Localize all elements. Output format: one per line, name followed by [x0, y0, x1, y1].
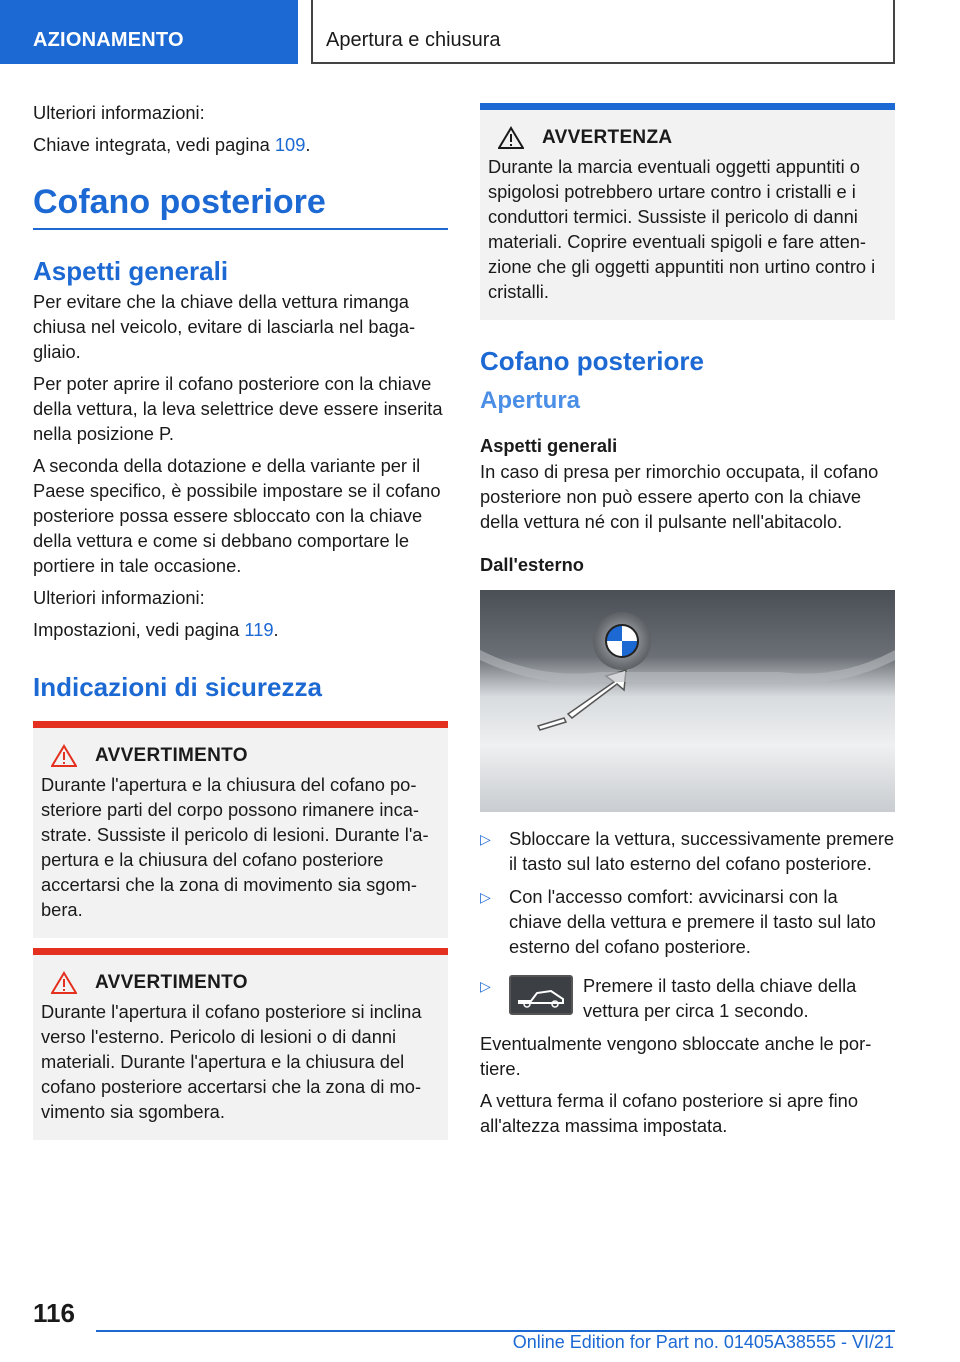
opening-general-text: In caso di presa per rimorchio occupata, il cofano posteriore non può essere aperto con la chiave della vettura né con il pulsante nell'abitacolo. [480, 461, 879, 532]
trunk-button-photo [480, 590, 895, 812]
warning-triangle-icon [51, 971, 77, 995]
intro-page-link[interactable]: 109 [274, 134, 306, 155]
list-item [480, 973, 895, 1023]
opening-steps-list [480, 826, 895, 1023]
step-arrow-icon: ▷ [480, 831, 491, 847]
step-arrow-icon: ▷ [480, 889, 491, 905]
warning-triangle-icon [51, 744, 77, 768]
after-text-2: A vettura ferma il cofano posteriore si apre fino all'altezza massima impostata. [480, 1090, 859, 1136]
right-column [480, 100, 895, 1145]
caution-text: Durante la marcia eventuali oggetti appuntiti o spigolosi potrebbero urtare contro i cristalli e i conduttori termici. Sussiste il pericolo di danni materiali. Coprire eventuali spigoli e fare attenzione che gli oggetti appuntiti non urtino contro i cristalli. [488, 156, 876, 302]
header-section-title: AZIONAMENTO [33, 29, 184, 51]
left-column [33, 100, 448, 1140]
step-2-text: Con l'accesso comfort: avvicinarsi con la chiave della vettura e premere il tasto sul lato esterno del cofano posteriore. [509, 886, 876, 957]
step-arrow-icon: ▷ [480, 978, 491, 994]
page-title: Cofano posteriore [33, 183, 448, 230]
more-info-label: Ulteriori informazioni: [33, 587, 205, 608]
more-info-reference-text: Impostazioni, vedi pagina [33, 619, 245, 640]
opening-sub-heading: Apertura [480, 387, 581, 414]
warning-box-1 [33, 721, 448, 938]
list-item [480, 884, 895, 959]
page-number: 116 [33, 1298, 75, 1328]
warning-2-title: AVVERTIMENTO [95, 972, 248, 993]
warning-1-title: AVVERTIMENTO [95, 745, 248, 766]
after-text-1: Eventualmente vengono sbloccate anche le portiere. [480, 1033, 872, 1079]
press-arrow-icon [480, 590, 895, 812]
trunk-key-icon [509, 975, 573, 1015]
opening-section-heading: Cofano posteriore [480, 346, 704, 376]
general-paragraph-2: Per poter aprire il cofano posteriore con la chiave della vettura, la leva selettrice deve essere inserita nella posizione P. [33, 373, 443, 444]
list-item [480, 826, 895, 876]
outside-label: Dall'esterno [480, 554, 584, 575]
header-chapter-box [311, 0, 895, 64]
header-section-tab [0, 0, 298, 64]
warning-1-text: Durante l'apertura e la chiusura del cofano posteriore parti del corpo possono rimanere incastrate. Sussiste il pericolo di lesioni. Durante l'apertura e la chiusura del cofano posteriore accertarsi che la zona di movimento sia sgombera. [41, 774, 429, 920]
step-1-text: Sbloccare la vettura, successivamente premere il tasto sul lato esterno del cofano posteriore. [509, 828, 895, 874]
header-chapter-title: Apertura e chiusura [326, 29, 501, 51]
footer-edition: Online Edition for Part no. 01405A38555 - VI/21 [512, 1332, 894, 1352]
opening-general-label: Aspetti generali [480, 435, 618, 456]
general-paragraph-3: A seconda della dotazione e della variante per il Paese specifico, è possibile impostare se il cofano posteriore possa essere sbloccato con la chiave della vettura e come si debbano comportare le portiere in tale occasione. [33, 455, 441, 576]
more-info-reference: Impostazioni, vedi pagina 119. [33, 619, 279, 640]
caution-title: AVVERTENZA [542, 127, 673, 148]
warning-box-2 [33, 948, 448, 1140]
general-heading: Aspetti generali [33, 256, 229, 286]
intro-label: Ulteriori informazioni: [33, 102, 205, 123]
caution-box [480, 103, 895, 320]
warning-2-text: Durante l'apertura il cofano posteriore si inclina verso l'esterno. Pericolo di lesioni o di danni materiali. Durante l'apertura e la chiusura del cofano posteriore accertarsi che la zona di movimento sia sgombera. [41, 1001, 422, 1122]
step-3-text: Premere il tasto della chiave della vettura per circa 1 secondo. [583, 975, 857, 1021]
general-paragraph-1: Per evitare che la chiave della vettura rimanga chiusa nel veicolo, evitare di lasciarla nel bagagliaio. [33, 291, 416, 362]
intro-reference-text: Chiave integrata, vedi pagina [33, 134, 275, 155]
safety-heading: Indicazioni di sicurezza [33, 672, 322, 702]
more-info-page-link[interactable]: 119 [244, 619, 274, 640]
warning-triangle-icon [498, 126, 524, 150]
intro-reference: Chiave integrata, vedi pagina 109. [33, 134, 311, 155]
